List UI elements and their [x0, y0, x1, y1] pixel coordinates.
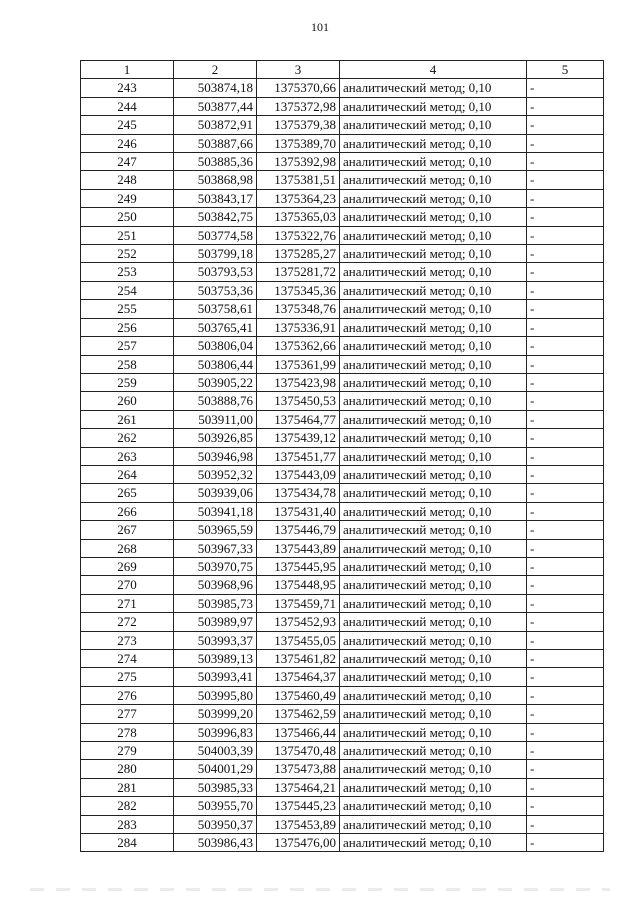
- method-cell: аналитический метод; 0,10: [340, 116, 527, 134]
- table-row: [81, 355, 604, 373]
- note-cell: -: [527, 116, 604, 134]
- x-coordinate-cell: 503985,33: [174, 778, 257, 796]
- method-cell: аналитический метод; 0,10: [340, 631, 527, 649]
- y-coordinate-cell: 1375448,95: [257, 576, 340, 594]
- note-cell: -: [527, 668, 604, 686]
- note-cell: -: [527, 705, 604, 723]
- y-coordinate-cell: 1375381,51: [257, 171, 340, 189]
- method-cell: аналитический метод; 0,10: [340, 686, 527, 704]
- scan-artifact-line: [30, 888, 610, 891]
- x-coordinate-cell: 503950,37: [174, 815, 257, 833]
- x-coordinate-cell: 503996,83: [174, 723, 257, 741]
- x-coordinate-cell: 503985,73: [174, 594, 257, 612]
- x-coordinate-cell: 503765,41: [174, 318, 257, 336]
- method-cell: аналитический метод; 0,10: [340, 705, 527, 723]
- point-number-cell: 255: [81, 300, 174, 318]
- y-coordinate-cell: 1375461,82: [257, 650, 340, 668]
- y-coordinate-cell: 1375464,37: [257, 668, 340, 686]
- method-cell: аналитический метод; 0,10: [340, 484, 527, 502]
- table-body: [81, 79, 604, 852]
- x-coordinate-cell: 503872,91: [174, 116, 257, 134]
- note-cell: -: [527, 778, 604, 796]
- method-cell: аналитический метод; 0,10: [340, 557, 527, 575]
- column-header-2: 2: [174, 61, 257, 79]
- note-cell: -: [527, 134, 604, 152]
- note-cell: -: [527, 318, 604, 336]
- point-number-cell: 278: [81, 723, 174, 741]
- y-coordinate-cell: 1375445,23: [257, 797, 340, 815]
- y-coordinate-cell: 1375466,44: [257, 723, 340, 741]
- table-row: [81, 465, 604, 483]
- x-coordinate-cell: 503774,58: [174, 226, 257, 244]
- x-coordinate-cell: 503905,22: [174, 373, 257, 391]
- point-number-cell: 262: [81, 429, 174, 447]
- table-row: [81, 153, 604, 171]
- point-number-cell: 261: [81, 410, 174, 428]
- method-cell: аналитический метод; 0,10: [340, 134, 527, 152]
- x-coordinate-cell: 503885,36: [174, 153, 257, 171]
- point-number-cell: 269: [81, 557, 174, 575]
- table-row: [81, 189, 604, 207]
- point-number-cell: 277: [81, 705, 174, 723]
- table-row: [81, 318, 604, 336]
- y-coordinate-cell: 1375285,27: [257, 245, 340, 263]
- y-coordinate-cell: 1375453,89: [257, 815, 340, 833]
- table-row: [81, 797, 604, 815]
- table-row: [81, 557, 604, 575]
- table-row: [81, 79, 604, 97]
- x-coordinate-cell: 503888,76: [174, 392, 257, 410]
- table-row: [81, 410, 604, 428]
- table-row: [81, 742, 604, 760]
- point-number-cell: 257: [81, 337, 174, 355]
- x-coordinate-cell: 503874,18: [174, 79, 257, 97]
- note-cell: -: [527, 484, 604, 502]
- table-header-row: [81, 61, 604, 79]
- y-coordinate-cell: 1375362,66: [257, 337, 340, 355]
- note-cell: -: [527, 465, 604, 483]
- y-coordinate-cell: 1375439,12: [257, 429, 340, 447]
- x-coordinate-cell: 503989,97: [174, 613, 257, 631]
- note-cell: -: [527, 392, 604, 410]
- point-number-cell: 253: [81, 263, 174, 281]
- point-number-cell: 284: [81, 834, 174, 852]
- x-coordinate-cell: 503995,80: [174, 686, 257, 704]
- y-coordinate-cell: 1375464,77: [257, 410, 340, 428]
- note-cell: -: [527, 337, 604, 355]
- method-cell: аналитический метод; 0,10: [340, 760, 527, 778]
- x-coordinate-cell: 503968,96: [174, 576, 257, 594]
- point-number-cell: 247: [81, 153, 174, 171]
- table-row: [81, 392, 604, 410]
- method-cell: аналитический метод; 0,10: [340, 79, 527, 97]
- x-coordinate-cell: 503970,75: [174, 557, 257, 575]
- x-coordinate-cell: 503999,20: [174, 705, 257, 723]
- table-row: [81, 686, 604, 704]
- method-cell: аналитический метод; 0,10: [340, 539, 527, 557]
- x-coordinate-cell: 503967,33: [174, 539, 257, 557]
- note-cell: -: [527, 373, 604, 391]
- note-cell: -: [527, 834, 604, 852]
- method-cell: аналитический метод; 0,10: [340, 429, 527, 447]
- note-cell: -: [527, 797, 604, 815]
- y-coordinate-cell: 1375372,98: [257, 97, 340, 115]
- column-header-3: 3: [257, 61, 340, 79]
- x-coordinate-cell: 503955,70: [174, 797, 257, 815]
- y-coordinate-cell: 1375348,76: [257, 300, 340, 318]
- y-coordinate-cell: 1375462,59: [257, 705, 340, 723]
- y-coordinate-cell: 1375281,72: [257, 263, 340, 281]
- note-cell: -: [527, 539, 604, 557]
- point-number-cell: 283: [81, 815, 174, 833]
- method-cell: аналитический метод; 0,10: [340, 502, 527, 520]
- table-row: [81, 834, 604, 852]
- x-coordinate-cell: 503952,32: [174, 465, 257, 483]
- note-cell: -: [527, 300, 604, 318]
- note-cell: -: [527, 686, 604, 704]
- y-coordinate-cell: 1375322,76: [257, 226, 340, 244]
- point-number-cell: 246: [81, 134, 174, 152]
- point-number-cell: 248: [81, 171, 174, 189]
- y-coordinate-cell: 1375443,09: [257, 465, 340, 483]
- y-coordinate-cell: 1375345,36: [257, 281, 340, 299]
- note-cell: -: [527, 410, 604, 428]
- x-coordinate-cell: 503806,04: [174, 337, 257, 355]
- point-number-cell: 260: [81, 392, 174, 410]
- table-row: [81, 594, 604, 612]
- x-coordinate-cell: 503993,41: [174, 668, 257, 686]
- note-cell: -: [527, 281, 604, 299]
- coordinates-table: [80, 60, 604, 852]
- point-number-cell: 272: [81, 613, 174, 631]
- point-number-cell: 275: [81, 668, 174, 686]
- y-coordinate-cell: 1375370,66: [257, 79, 340, 97]
- method-cell: аналитический метод; 0,10: [340, 245, 527, 263]
- x-coordinate-cell: 504003,39: [174, 742, 257, 760]
- y-coordinate-cell: 1375470,48: [257, 742, 340, 760]
- table-row: [81, 171, 604, 189]
- note-cell: -: [527, 576, 604, 594]
- y-coordinate-cell: 1375361,99: [257, 355, 340, 373]
- table-row: [81, 447, 604, 465]
- note-cell: -: [527, 521, 604, 539]
- table-row: [81, 631, 604, 649]
- note-cell: -: [527, 189, 604, 207]
- y-coordinate-cell: 1375434,78: [257, 484, 340, 502]
- note-cell: -: [527, 723, 604, 741]
- method-cell: аналитический метод; 0,10: [340, 355, 527, 373]
- point-number-cell: 266: [81, 502, 174, 520]
- note-cell: -: [527, 153, 604, 171]
- note-cell: -: [527, 650, 604, 668]
- method-cell: аналитический метод; 0,10: [340, 650, 527, 668]
- x-coordinate-cell: 503941,18: [174, 502, 257, 520]
- method-cell: аналитический метод; 0,10: [340, 300, 527, 318]
- note-cell: -: [527, 208, 604, 226]
- point-number-cell: 282: [81, 797, 174, 815]
- table-row: [81, 300, 604, 318]
- table-row: [81, 613, 604, 631]
- method-cell: аналитический метод; 0,10: [340, 613, 527, 631]
- point-number-cell: 265: [81, 484, 174, 502]
- x-coordinate-cell: 503887,66: [174, 134, 257, 152]
- y-coordinate-cell: 1375445,95: [257, 557, 340, 575]
- table-row: [81, 208, 604, 226]
- x-coordinate-cell: 503753,36: [174, 281, 257, 299]
- note-cell: -: [527, 263, 604, 281]
- y-coordinate-cell: 1375452,93: [257, 613, 340, 631]
- x-coordinate-cell: 503842,75: [174, 208, 257, 226]
- method-cell: аналитический метод; 0,10: [340, 521, 527, 539]
- y-coordinate-cell: 1375389,70: [257, 134, 340, 152]
- point-number-cell: 252: [81, 245, 174, 263]
- point-number-cell: 264: [81, 465, 174, 483]
- x-coordinate-cell: 503793,53: [174, 263, 257, 281]
- point-number-cell: 280: [81, 760, 174, 778]
- method-cell: аналитический метод; 0,10: [340, 153, 527, 171]
- note-cell: -: [527, 355, 604, 373]
- point-number-cell: 276: [81, 686, 174, 704]
- table-row: [81, 723, 604, 741]
- method-cell: аналитический метод; 0,10: [340, 97, 527, 115]
- x-coordinate-cell: 503911,00: [174, 410, 257, 428]
- column-header-1: 1: [81, 61, 174, 79]
- x-coordinate-cell: 503989,13: [174, 650, 257, 668]
- y-coordinate-cell: 1375443,89: [257, 539, 340, 557]
- x-coordinate-cell: 503946,98: [174, 447, 257, 465]
- method-cell: аналитический метод; 0,10: [340, 171, 527, 189]
- method-cell: аналитический метод; 0,10: [340, 797, 527, 815]
- table-row: [81, 521, 604, 539]
- note-cell: -: [527, 557, 604, 575]
- x-coordinate-cell: 503868,98: [174, 171, 257, 189]
- note-cell: -: [527, 815, 604, 833]
- x-coordinate-cell: 503877,44: [174, 97, 257, 115]
- method-cell: аналитический метод; 0,10: [340, 742, 527, 760]
- note-cell: -: [527, 447, 604, 465]
- point-number-cell: 249: [81, 189, 174, 207]
- point-number-cell: 279: [81, 742, 174, 760]
- table-row: [81, 226, 604, 244]
- method-cell: аналитический метод; 0,10: [340, 373, 527, 391]
- method-cell: аналитический метод; 0,10: [340, 226, 527, 244]
- table-row: [81, 97, 604, 115]
- method-cell: аналитический метод; 0,10: [340, 318, 527, 336]
- table-row: [81, 245, 604, 263]
- point-number-cell: 271: [81, 594, 174, 612]
- note-cell: -: [527, 742, 604, 760]
- note-cell: -: [527, 245, 604, 263]
- y-coordinate-cell: 1375476,00: [257, 834, 340, 852]
- method-cell: аналитический метод; 0,10: [340, 447, 527, 465]
- method-cell: аналитический метод; 0,10: [340, 778, 527, 796]
- table-row: [81, 815, 604, 833]
- y-coordinate-cell: 1375365,03: [257, 208, 340, 226]
- method-cell: аналитический метод; 0,10: [340, 208, 527, 226]
- point-number-cell: 256: [81, 318, 174, 336]
- table-row: [81, 539, 604, 557]
- y-coordinate-cell: 1375336,91: [257, 318, 340, 336]
- point-number-cell: 263: [81, 447, 174, 465]
- note-cell: -: [527, 502, 604, 520]
- y-coordinate-cell: 1375451,77: [257, 447, 340, 465]
- x-coordinate-cell: 503993,37: [174, 631, 257, 649]
- point-number-cell: 245: [81, 116, 174, 134]
- x-coordinate-cell: 503799,18: [174, 245, 257, 263]
- table-row: [81, 650, 604, 668]
- y-coordinate-cell: 1375459,71: [257, 594, 340, 612]
- note-cell: -: [527, 97, 604, 115]
- point-number-cell: 258: [81, 355, 174, 373]
- point-number-cell: 243: [81, 79, 174, 97]
- table-row: [81, 134, 604, 152]
- note-cell: -: [527, 613, 604, 631]
- y-coordinate-cell: 1375450,53: [257, 392, 340, 410]
- table-row: [81, 337, 604, 355]
- y-coordinate-cell: 1375464,21: [257, 778, 340, 796]
- method-cell: аналитический метод; 0,10: [340, 263, 527, 281]
- x-coordinate-cell: 503806,44: [174, 355, 257, 373]
- x-coordinate-cell: 503939,06: [174, 484, 257, 502]
- x-coordinate-cell: 503965,59: [174, 521, 257, 539]
- point-number-cell: 244: [81, 97, 174, 115]
- table-row: [81, 705, 604, 723]
- column-header-4: 4: [340, 61, 527, 79]
- table-row: [81, 576, 604, 594]
- y-coordinate-cell: 1375473,88: [257, 760, 340, 778]
- method-cell: аналитический метод; 0,10: [340, 815, 527, 833]
- note-cell: -: [527, 79, 604, 97]
- method-cell: аналитический метод; 0,10: [340, 189, 527, 207]
- method-cell: аналитический метод; 0,10: [340, 594, 527, 612]
- note-cell: -: [527, 760, 604, 778]
- column-header-5: 5: [527, 61, 604, 79]
- y-coordinate-cell: 1375364,23: [257, 189, 340, 207]
- point-number-cell: 268: [81, 539, 174, 557]
- method-cell: аналитический метод; 0,10: [340, 668, 527, 686]
- x-coordinate-cell: 503986,43: [174, 834, 257, 852]
- point-number-cell: 251: [81, 226, 174, 244]
- x-coordinate-cell: 504001,29: [174, 760, 257, 778]
- y-coordinate-cell: 1375423,98: [257, 373, 340, 391]
- method-cell: аналитический метод; 0,10: [340, 834, 527, 852]
- note-cell: -: [527, 429, 604, 447]
- table-row: [81, 502, 604, 520]
- x-coordinate-cell: 503926,85: [174, 429, 257, 447]
- table-row: [81, 263, 604, 281]
- table-row: [81, 484, 604, 502]
- table-row: [81, 668, 604, 686]
- table-row: [81, 281, 604, 299]
- table-row: [81, 760, 604, 778]
- point-number-cell: 250: [81, 208, 174, 226]
- x-coordinate-cell: 503843,17: [174, 189, 257, 207]
- table-row: [81, 429, 604, 447]
- table-row: [81, 778, 604, 796]
- page-number: 101: [311, 20, 329, 34]
- y-coordinate-cell: 1375455,05: [257, 631, 340, 649]
- y-coordinate-cell: 1375446,79: [257, 521, 340, 539]
- note-cell: -: [527, 631, 604, 649]
- table-row: [81, 373, 604, 391]
- point-number-cell: 273: [81, 631, 174, 649]
- method-cell: аналитический метод; 0,10: [340, 410, 527, 428]
- y-coordinate-cell: 1375379,38: [257, 116, 340, 134]
- method-cell: аналитический метод; 0,10: [340, 576, 527, 594]
- x-coordinate-cell: 503758,61: [174, 300, 257, 318]
- y-coordinate-cell: 1375460,49: [257, 686, 340, 704]
- note-cell: -: [527, 594, 604, 612]
- method-cell: аналитический метод; 0,10: [340, 723, 527, 741]
- point-number-cell: 274: [81, 650, 174, 668]
- y-coordinate-cell: 1375392,98: [257, 153, 340, 171]
- table-row: [81, 116, 604, 134]
- note-cell: -: [527, 171, 604, 189]
- point-number-cell: 267: [81, 521, 174, 539]
- point-number-cell: 270: [81, 576, 174, 594]
- point-number-cell: 254: [81, 281, 174, 299]
- method-cell: аналитический метод; 0,10: [340, 337, 527, 355]
- point-number-cell: 259: [81, 373, 174, 391]
- note-cell: -: [527, 226, 604, 244]
- y-coordinate-cell: 1375431,40: [257, 502, 340, 520]
- point-number-cell: 281: [81, 778, 174, 796]
- method-cell: аналитический метод; 0,10: [340, 465, 527, 483]
- method-cell: аналитический метод; 0,10: [340, 392, 527, 410]
- method-cell: аналитический метод; 0,10: [340, 281, 527, 299]
